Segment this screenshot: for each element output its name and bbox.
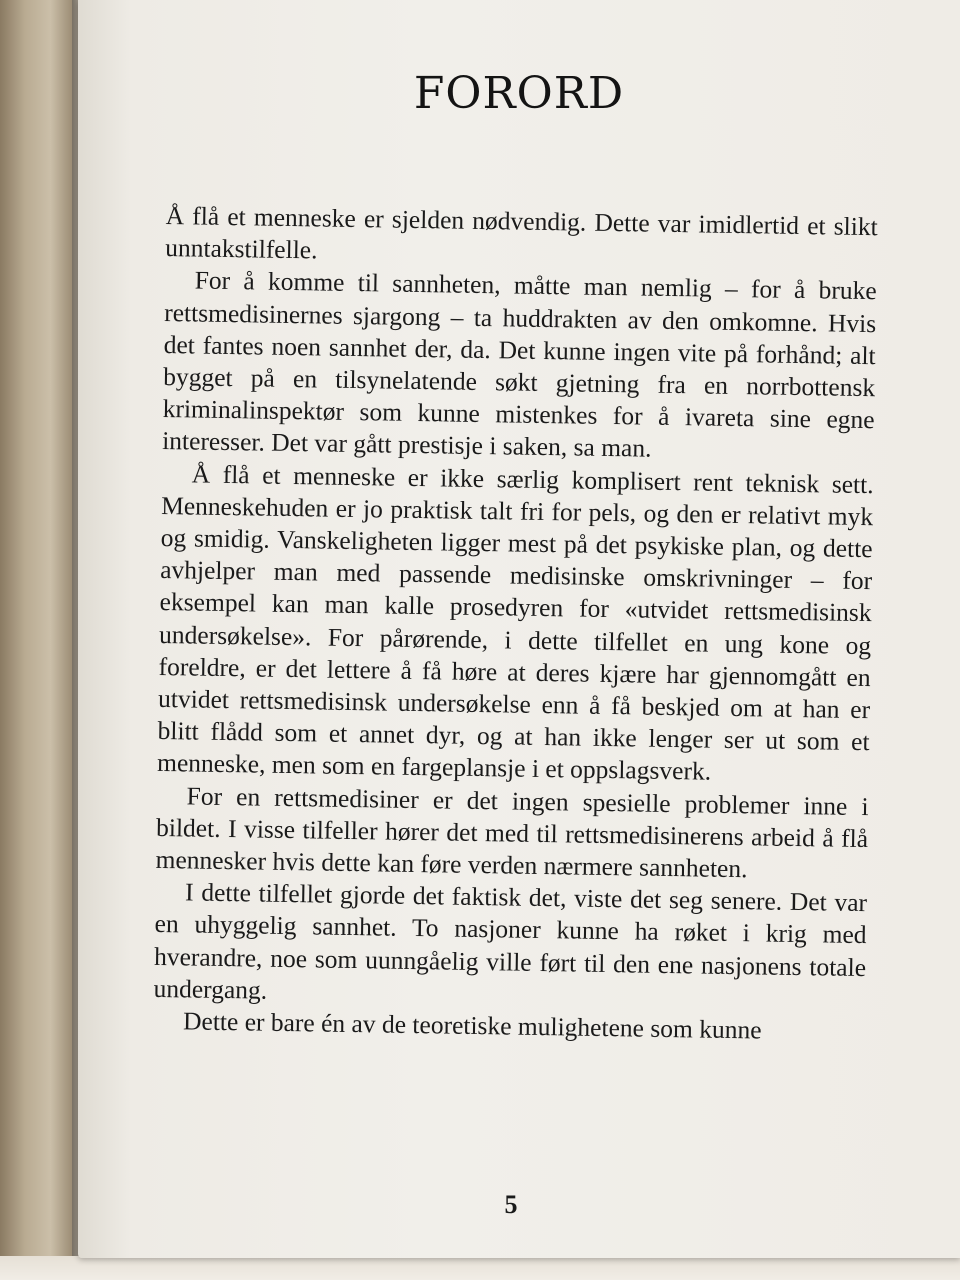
paragraph-3: Å flå et menneske er ikke særlig komplisert rent teknisk sett. Menneskehuden er jo praktisk talt fri for pels, og den er relativt myk og smidig. Vanskeligheten ligger mest på det psykiske plan, og dette avhjelper man med passende medisinske omskrivninger – for eksempel kan man kalle prosedyren for «utvidet rettsmedisinsk undersøkelse». For pårørende, i dette tilfellet en ung kone og foreldre, er det lettere å få høre at deres kjære har gjennomgått en utvidet rettsmedisinsk undersøkelse enn å få beskjed om at han er blitt flådd som et annet dyr, og at han ikke lenger ser ut som et menneske, men som en fargeplansje i et oppslagsverk. — [156, 459, 874, 787]
paragraph-2: For å komme til sannheten, måtte man nemlig – for å bruke rettsmedisinernes sjargong – ta huddrakten av den omkomne. Hvis det fantes noen sannhet der, da. Det kunne ingen vite på forhånd; alt bygget på en tilsynelatende søkt gjetning fra en norrbottensk kriminalinspektør som kunne mistenkes for å ivareta sine egne interesser. Det var gått prestisje i saken, sa man. — [161, 265, 877, 464]
paragraph-6: Dette er bare én av de teoretiske mulighetene som kunne — [182, 1006, 762, 1045]
paragraph-4: For en rettsmedisiner er det ingen spesielle problemer inne i bildet. I visse tilfeller hører det med til rettsmedisinerens arbeid å flå mennesker hvis dette kan føre verden nærmere sannheten. — [155, 781, 869, 884]
page-number: 5 — [504, 1190, 518, 1219]
chapter-title: FORORD — [413, 68, 625, 119]
paragraph-1: Å flå et menneske er sjelden nødvendig. Dette var imidlertid et slikt unntakstilfelle. — [165, 200, 878, 265]
body-text — [153, 200, 878, 1048]
book-page-edges — [0, 0, 72, 1280]
table-surface — [0, 1256, 960, 1280]
paragraph-5: I dette tilfellet gjorde det faktisk det, viste det seg senere. Det var en uhyggelig sannhet. To nasjoner kunne ha røket i krig med hverandre, noe som uunngåelig ville ført til den ene nasjonens totale undergang. — [153, 877, 868, 1005]
book-page — [78, 0, 960, 1258]
